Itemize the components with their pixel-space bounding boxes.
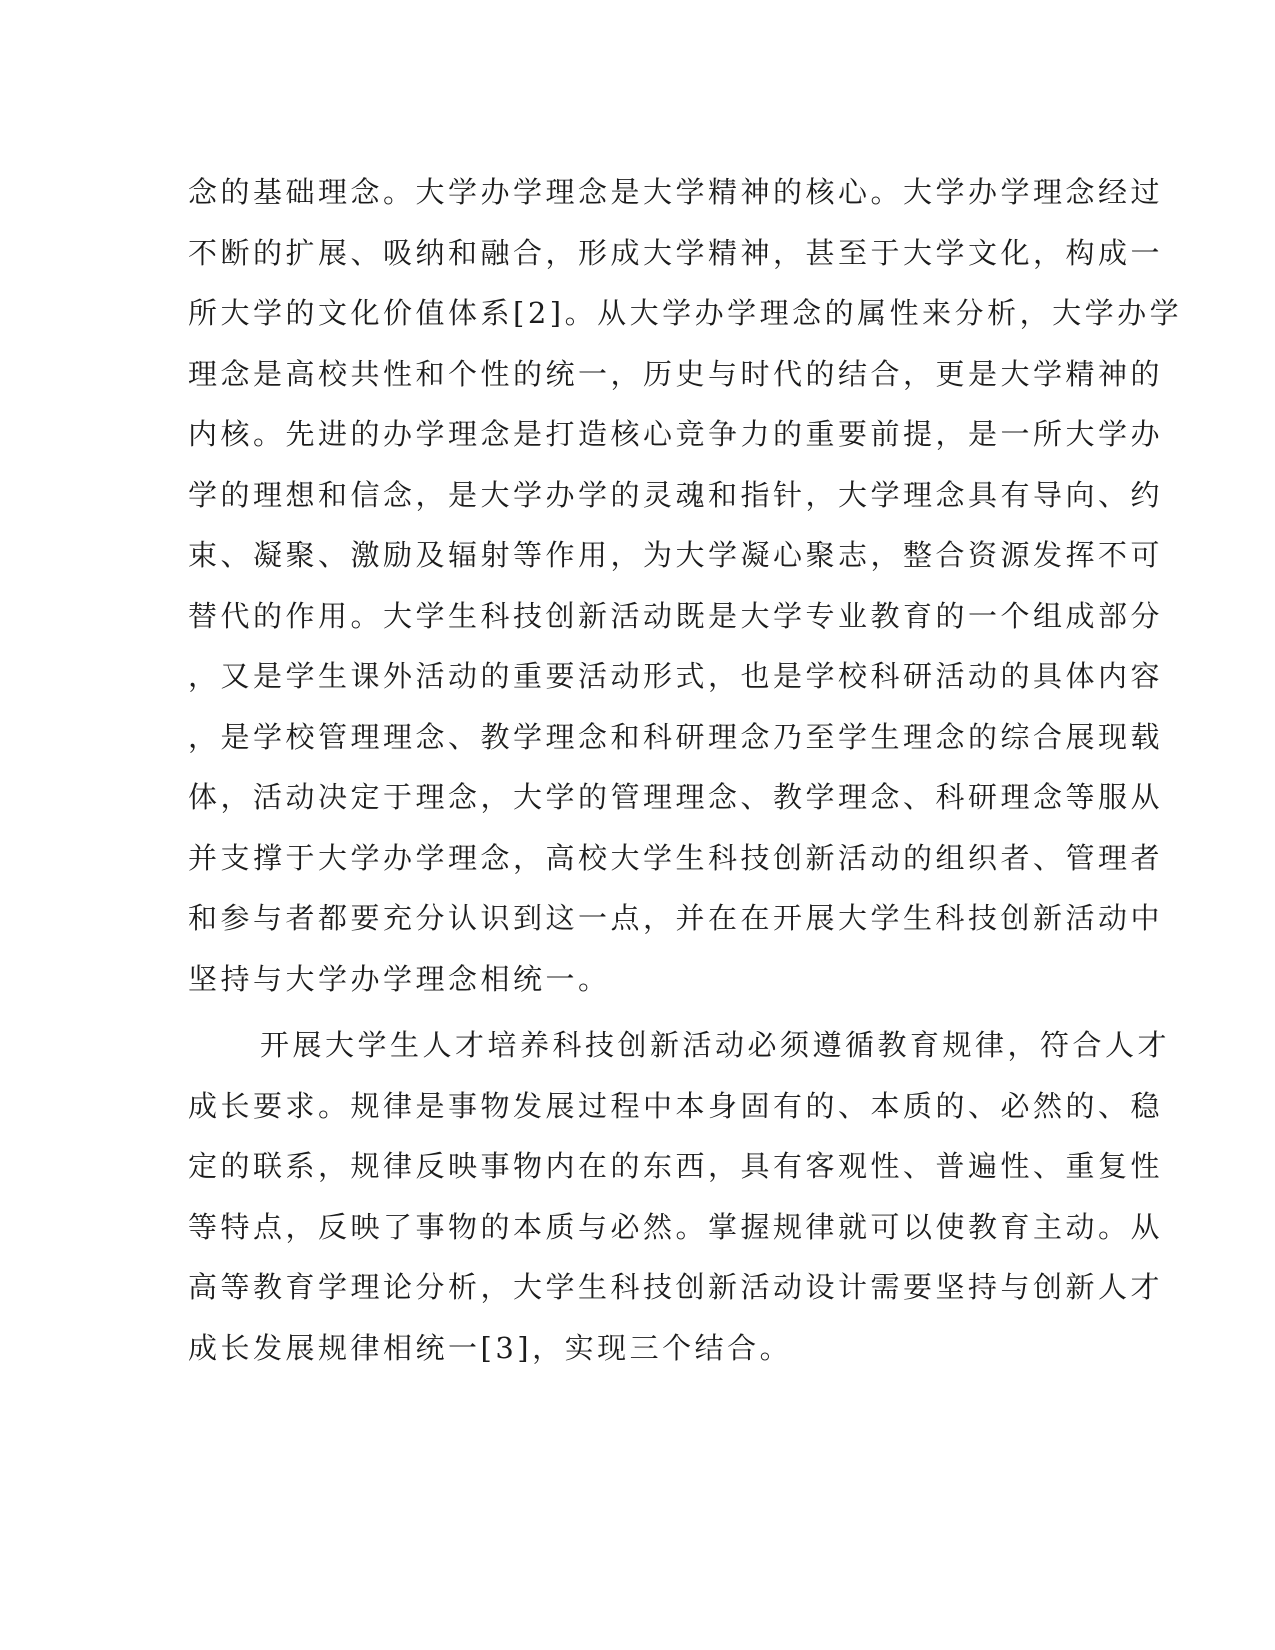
text-line: 所大学的文化价值体系[2]。从大学办学理念的属性来分析，大学办学 [188,296,1183,330]
text-line: 高等教育学理论分析，大学生科技创新活动设计需要坚持与创新人才 [188,1270,1164,1304]
text-line: 定的联系，规律反映事物内在的东西，具有客观性、普遍性、重复性 [188,1149,1164,1183]
text-line: 体，活动决定于理念，大学的管理理念、教学理念、科研理念等服从 [188,780,1164,814]
paragraph-1 [188,162,1183,1009]
text-line: 开展大学生人才培养科技创新活动必须遵循教育规律，符合人才 [260,1028,1171,1062]
text-line: 和参与者都要充分认识到这一点，并在在开展大学生科技创新活动中 [188,901,1164,935]
text-line: ，是学校管理理念、教学理念和科研理念乃至学生理念的综合展现载 [188,719,1164,754]
text-line: 成长要求。规律是事物发展过程中本身固有的、本质的、必然的、稳 [188,1088,1164,1123]
text-line: 不断的扩展、吸纳和融合，形成大学精神，甚至于大学文化，构成一 [188,235,1164,270]
text-line: ，又是学生课外活动的重要活动形式，也是学校科研活动的具体内容 [188,659,1164,693]
text-line: 并支撑于大学办学理念，高校大学生科技创新活动的组织者、管理者 [188,840,1164,875]
text-line: 学的理想和信念，是大学办学的灵魂和指针，大学理念具有导向、约 [188,477,1164,512]
text-line: 念的基础理念。大学办学理念是大学精神的核心。大学办学理念经过 [188,175,1164,209]
text-line: 等特点，反映了事物的本质与必然。掌握规律就可以使教育主动。从 [188,1209,1164,1244]
document-body [188,162,1183,1378]
text-line: 内核。先进的办学理念是打造核心竞争力的重要前提，是一所大学办 [188,417,1164,451]
text-line: 理念是高校共性和个性的统一，历史与时代的结合，更是大学精神的 [188,356,1164,391]
text-line: 成长发展规律相统一[3]，实现三个结合。 [188,1330,793,1365]
text-line: 替代的作用。大学生科技创新活动既是大学专业教育的一个组成部分 [188,598,1164,633]
paragraph-2 [188,1015,1171,1378]
text-line: 坚持与大学办学理念相统一。 [188,961,611,996]
text-line: 束、凝聚、激励及辐射等作用，为大学凝心聚志，整合资源发挥不可 [188,538,1164,572]
